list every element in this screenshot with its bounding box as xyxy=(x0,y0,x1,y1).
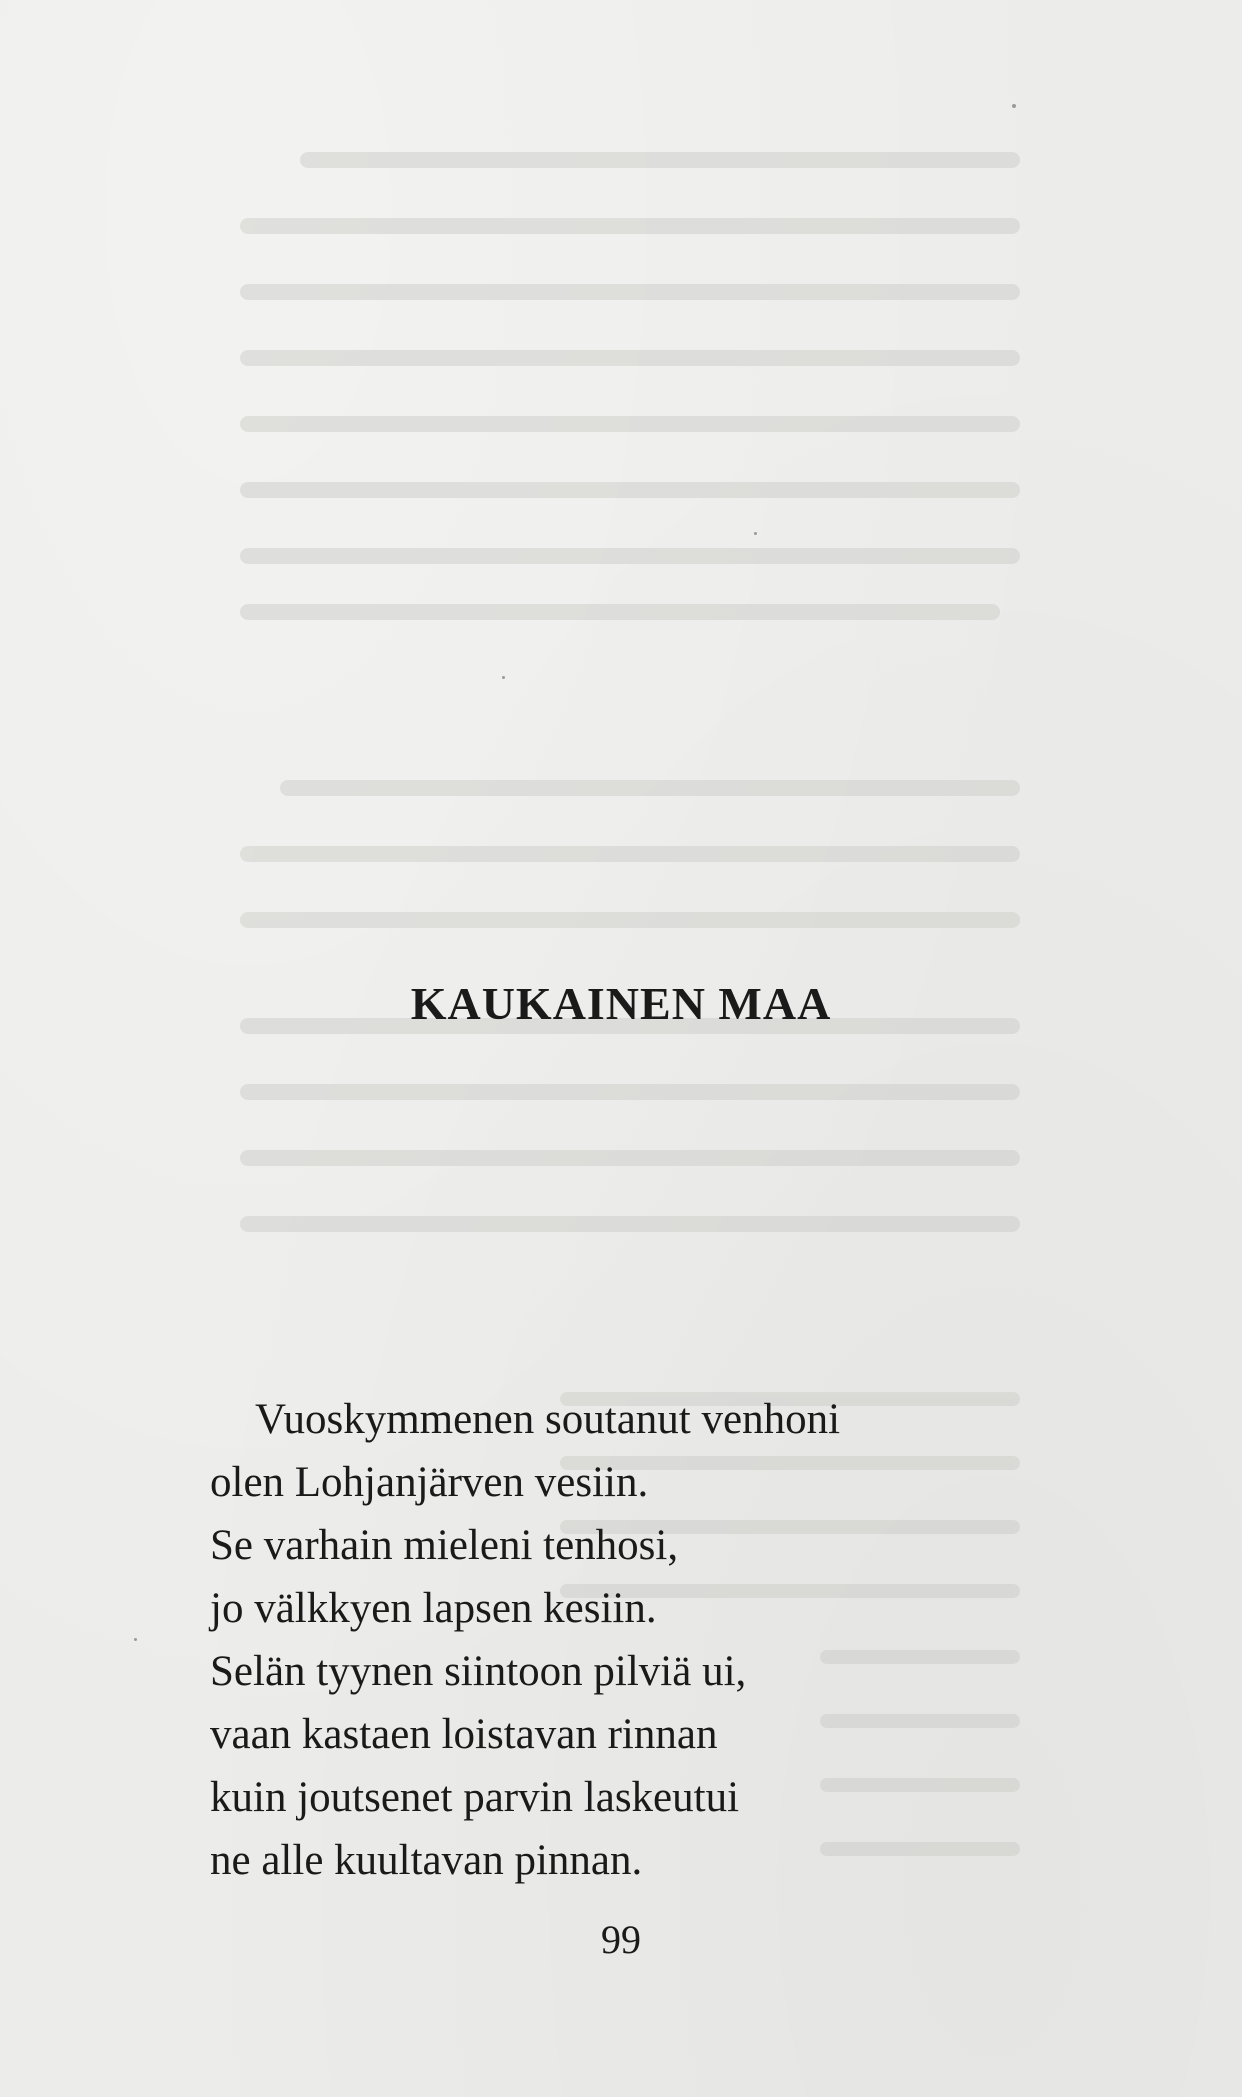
poem-line: Selän tyynen siintoon pilviä ui, xyxy=(210,1648,747,1695)
poem-line: vaan kastaen loistavan rinnan xyxy=(210,1711,718,1758)
poem-stanza xyxy=(210,1388,840,1892)
poem-line: Se varhain mieleni tenhosi, xyxy=(210,1522,679,1569)
poem-line: Vuoskymmenen soutanut venhoni xyxy=(255,1396,841,1443)
poem-title: KAUKAINEN MAA xyxy=(410,977,832,1029)
page-number: 99 xyxy=(601,1917,641,1962)
poem-line: olen Lohjanjärven vesiin. xyxy=(210,1459,649,1506)
dust-speck xyxy=(502,676,505,679)
dust-speck xyxy=(134,1638,137,1641)
poem-line: kuin joutsenet parvin laskeutui xyxy=(210,1774,740,1821)
dust-speck xyxy=(754,532,757,535)
dust-speck xyxy=(1012,104,1016,108)
poem-line: ne alle kuultavan pinnan. xyxy=(210,1837,643,1884)
poem-line: jo välkkyen lapsen kesiin. xyxy=(210,1585,657,1632)
